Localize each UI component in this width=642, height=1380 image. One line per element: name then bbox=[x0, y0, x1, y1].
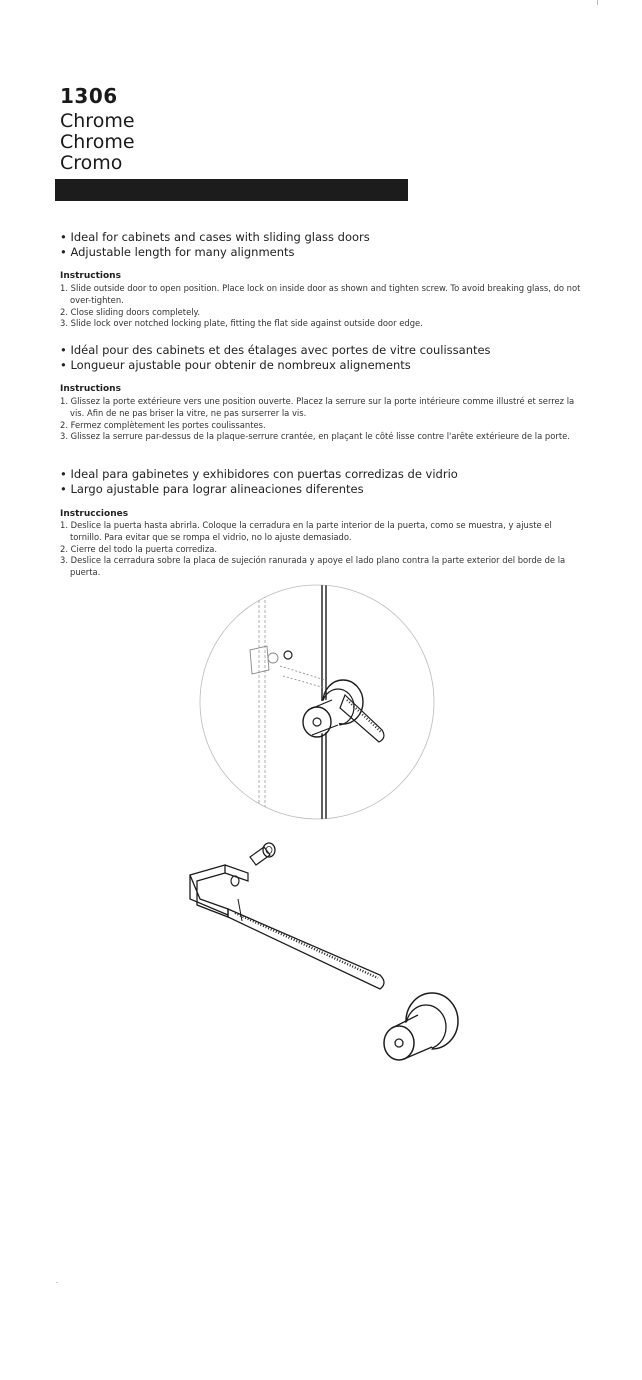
spanish-features bbox=[60, 467, 458, 496]
english-features bbox=[60, 230, 370, 259]
english-steps bbox=[60, 283, 582, 330]
finish-spanish: Cromo bbox=[60, 152, 123, 174]
step-item: 3. Glissez la serrure par-dessus de la plaque-serrure crantée, en plaçant le côté lisse contre l'arête extérieure de la porte. bbox=[60, 431, 570, 442]
step-item: 1. Deslice la puerta hasta abrirla. Coloque la cerradura en la parte interior de la puerta, como se muestra, y ajuste el tornillo. Para evitar que se rompa el vidrio, no lo ajuste demasiado. bbox=[60, 520, 552, 542]
french-features bbox=[60, 343, 491, 372]
title-bar bbox=[55, 179, 408, 201]
french-instructions-heading: Instructions bbox=[60, 384, 121, 394]
model-number: 1306 bbox=[60, 84, 118, 108]
step-item: 3. Deslice la cerradura sobre la placa de sujeción ranurada y apoye el lado plano contra la parte exterior del borde de la puerta. bbox=[60, 555, 566, 578]
feature-item: • Idéal pour des cabinets et des étalages avec portes de vitre coulissantes bbox=[60, 343, 491, 357]
finish-french: Chrome bbox=[60, 131, 135, 153]
finish-english: Chrome bbox=[60, 110, 135, 132]
spanish-steps bbox=[60, 520, 582, 579]
lock-cylinder-part bbox=[384, 993, 458, 1061]
spanish-instructions-heading: Instrucciones bbox=[60, 509, 129, 519]
feature-item: • Adjustable length for many alignments bbox=[60, 244, 295, 259]
installed-lock-illustration bbox=[195, 580, 445, 830]
crop-mark bbox=[597, 0, 598, 5]
step-item: 1. Slide outside door to open position. Place lock on inside door as shown and tighten screw. To avoid breaking glass, do not over-tighten. bbox=[60, 283, 581, 305]
step-item: 2. Cierre del todo la puerta corrediza. bbox=[60, 543, 218, 554]
feature-item: • Longueur ajustable pour obtenir de nombreux alignements bbox=[60, 357, 411, 372]
locking-plate-part bbox=[190, 865, 384, 989]
french-steps bbox=[60, 396, 582, 443]
step-item: 1. Glissez la porte extérieure vers une position ouverte. Placez la serrure sur la porte intérieure comme illustré et serrez la vis. Afin de ne pas briser la vitre, ne pas surserrer la vis. bbox=[60, 396, 575, 418]
step-item: 2. Close sliding doors completely. bbox=[60, 306, 200, 317]
step-item: 3. Slide lock over notched locking plate, fitting the flat side against outside door edge. bbox=[60, 318, 423, 329]
feature-item: • Ideal para gabinetes y exhibidores con puertas corredizas de vidrio bbox=[60, 467, 458, 481]
step-item: 2. Fermez complètement les portes coulissantes. bbox=[60, 419, 266, 430]
exploded-parts-illustration bbox=[180, 835, 480, 1070]
feature-item: • Largo ajustable para lograr alineaciones diferentes bbox=[60, 481, 364, 496]
feature-item: • Ideal for cabinets and cases with sliding glass doors bbox=[60, 230, 370, 244]
english-instructions-heading: Instructions bbox=[60, 271, 121, 281]
crop-mark bbox=[56, 1282, 58, 1283]
screw-part bbox=[250, 843, 275, 865]
